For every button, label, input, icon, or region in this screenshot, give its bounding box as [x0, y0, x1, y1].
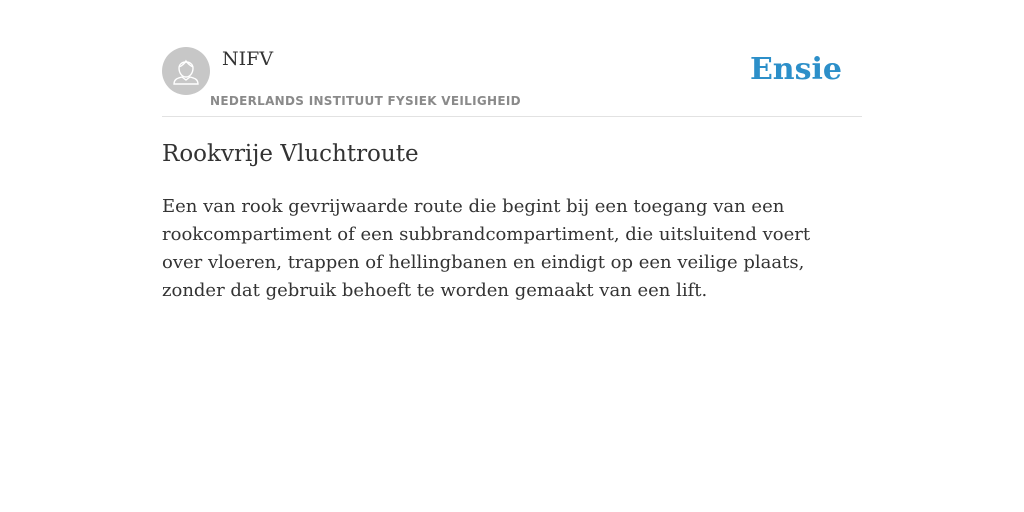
brand-logo-link[interactable]: Ensie	[749, 52, 842, 87]
header	[162, 47, 862, 117]
user-icon	[162, 47, 210, 95]
author-name[interactable]: NIFV	[222, 48, 274, 70]
author-subtitle: NEDERLANDS INSTITUUT FYSIEK VEILIGHEID	[210, 94, 521, 108]
term-title: Rookvrije Vluchtroute	[162, 141, 419, 167]
definition-text: Een van rook gevrijwaarde route die begint bij een toegang van een rookcompartiment of een subbrandcompartiment, die uitsluitend voert over vloeren, trappen of hellingbanen en eindigt op een veilige plaats, zonder dat gebruik behoeft te worden gemaakt van een lift.	[162, 196, 811, 301]
avatar[interactable]	[162, 47, 210, 95]
